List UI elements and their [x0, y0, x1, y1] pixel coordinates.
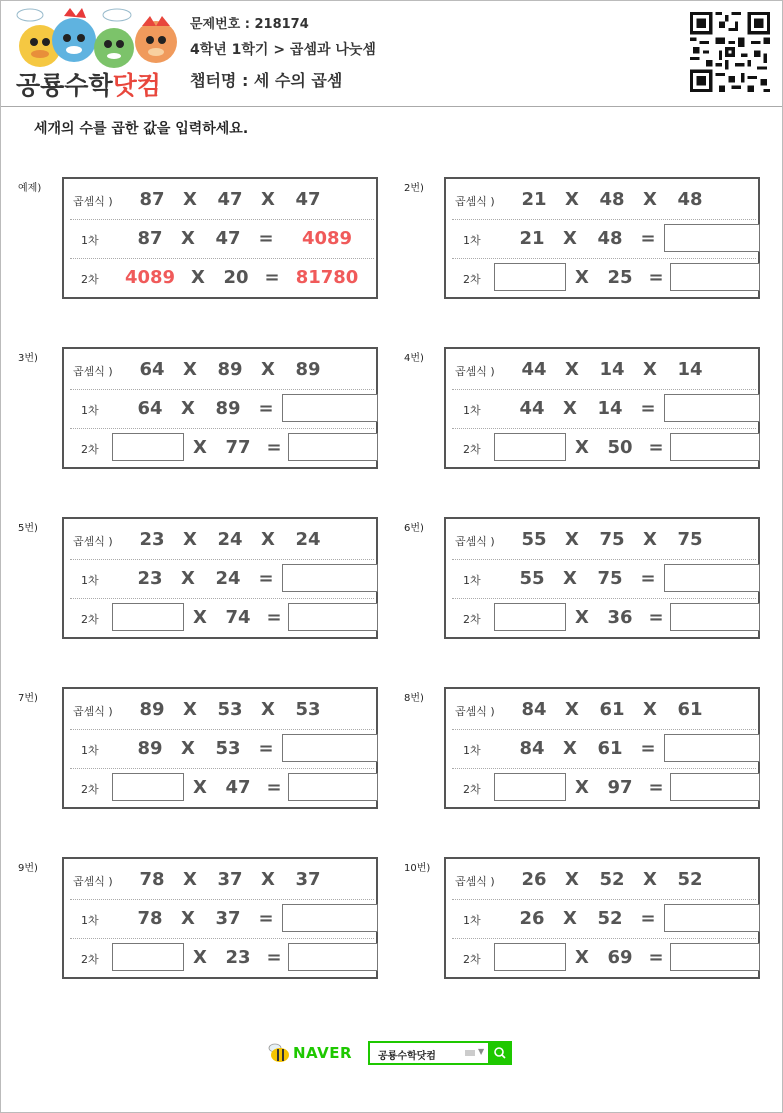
times-sign: X [183, 699, 197, 720]
times-sign: X [563, 568, 577, 589]
curriculum-path: 4학년 1학기 > 곱셈과 나눗셈 [190, 42, 376, 58]
step2-operand: 74 [225, 607, 251, 628]
operand-a: 84 [521, 699, 547, 720]
step1-label: 1차 [81, 914, 99, 927]
step2-label: 2차 [463, 273, 481, 286]
times-sign: X [193, 777, 207, 798]
step2-operand: 20 [223, 267, 249, 288]
times-sign: X [565, 699, 579, 720]
times-sign: X [575, 437, 589, 458]
step1-operand-b: 89 [215, 398, 241, 419]
times-sign: X [183, 869, 197, 890]
expression-row [70, 181, 374, 220]
step1-operand-a: 55 [519, 568, 545, 589]
expression-row [452, 691, 756, 730]
problem-card [444, 687, 760, 809]
expression-row [70, 861, 374, 900]
equals-sign: = [258, 398, 274, 419]
times-sign: X [183, 189, 197, 210]
equals-sign: = [266, 777, 282, 798]
step2-operand: 23 [225, 947, 251, 968]
step2-operand: 50 [607, 437, 633, 458]
step1-operand-a: 87 [137, 228, 163, 249]
problem-card [444, 857, 760, 979]
step2-label: 2차 [463, 953, 481, 966]
step2-left-input[interactable] [494, 433, 566, 461]
step1-row [452, 220, 756, 259]
step1-answer-input[interactable] [664, 394, 760, 422]
step2-left-input[interactable] [494, 773, 566, 801]
step1-row [452, 900, 756, 939]
expression-label: 곱셈식 ) [455, 365, 495, 378]
times-sign: X [261, 359, 275, 380]
times-sign: X [181, 568, 195, 589]
step2-label: 2차 [81, 783, 99, 796]
times-sign: X [191, 267, 205, 288]
step2-label: 2차 [81, 273, 99, 286]
times-sign: X [575, 947, 589, 968]
step1-operand-b: 24 [215, 568, 241, 589]
step1-operand-a: 89 [137, 738, 163, 759]
step2-left-input[interactable] [112, 433, 184, 461]
times-sign: X [181, 398, 195, 419]
times-sign: X [181, 228, 195, 249]
operand-a: 64 [139, 359, 165, 380]
equals-sign: = [640, 908, 656, 929]
keyboard-icon [465, 1050, 475, 1056]
step1-row [70, 900, 374, 939]
times-sign: X [183, 529, 197, 550]
operand-b: 24 [217, 529, 243, 550]
step1-operand-a: 78 [137, 908, 163, 929]
times-sign: X [643, 359, 657, 380]
problem-label: 예제) [18, 183, 42, 194]
times-sign: X [261, 699, 275, 720]
operand-a: 26 [521, 869, 547, 890]
operand-b: 53 [217, 699, 243, 720]
step1-label: 1차 [81, 744, 99, 757]
expression-row [452, 861, 756, 900]
step2-answer-input[interactable] [670, 433, 760, 461]
times-sign: X [563, 228, 577, 249]
step1-operand-a: 21 [519, 228, 545, 249]
qr-code-icon[interactable] [690, 12, 770, 92]
problem-label: 2번) [404, 183, 424, 194]
operand-b: 37 [217, 869, 243, 890]
times-sign: X [261, 529, 275, 550]
step1-label: 1차 [81, 574, 99, 587]
step1-row [452, 730, 756, 769]
times-sign: X [643, 529, 657, 550]
step2-left-input[interactable] [112, 943, 184, 971]
problem-card [62, 517, 378, 639]
step2-operand: 47 [225, 777, 251, 798]
times-sign: X [575, 267, 589, 288]
step2-row [70, 769, 374, 807]
times-sign: X [563, 738, 577, 759]
chapter-title: 챕터명 : 세 수의 곱셈 [190, 71, 343, 90]
expression-label: 곱셈식 ) [455, 875, 495, 888]
step2-row [70, 259, 374, 297]
search-icon [488, 1041, 512, 1065]
times-sign: X [261, 869, 275, 890]
step2-answer-input[interactable] [670, 603, 760, 631]
step1-answer-input[interactable] [664, 904, 760, 932]
problem-label: 7번) [18, 693, 38, 704]
step1-operand-a: 26 [519, 908, 545, 929]
equals-sign: = [266, 947, 282, 968]
times-sign: X [565, 359, 579, 380]
expression-label: 곱셈식 ) [455, 195, 495, 208]
expression-label: 곱셈식 ) [73, 705, 113, 718]
step1-label: 1차 [81, 404, 99, 417]
step1-operand-a: 64 [137, 398, 163, 419]
operand-c: 89 [295, 359, 321, 380]
step2-row [70, 429, 374, 467]
times-sign: X [193, 607, 207, 628]
step2-row [452, 429, 756, 467]
equals-sign: = [648, 267, 664, 288]
operand-b: 89 [217, 359, 243, 380]
times-sign: X [563, 398, 577, 419]
times-sign: X [575, 777, 589, 798]
times-sign: X [193, 947, 207, 968]
operand-c: 37 [295, 869, 321, 890]
operand-a: 23 [139, 529, 165, 550]
step2-operand: 69 [607, 947, 633, 968]
step2-row [452, 769, 756, 807]
operand-b: 52 [599, 869, 625, 890]
operand-a: 55 [521, 529, 547, 550]
step2-label: 2차 [81, 953, 99, 966]
step2-label: 2차 [81, 443, 99, 456]
equals-sign: = [258, 908, 274, 929]
step2-answer-input[interactable] [288, 943, 378, 971]
operand-a: 87 [139, 189, 165, 210]
times-sign: X [181, 738, 195, 759]
equals-sign: = [648, 437, 664, 458]
times-sign: X [565, 189, 579, 210]
expression-label: 곱셈식 ) [455, 535, 495, 548]
step1-answer: 4089 [301, 228, 353, 249]
step1-operand-b: 47 [215, 228, 241, 249]
step1-operand-b: 14 [597, 398, 623, 419]
header-divider [1, 106, 782, 107]
problem-card [62, 687, 378, 809]
equals-sign: = [640, 568, 656, 589]
times-sign: X [643, 189, 657, 210]
equals-sign: = [266, 437, 282, 458]
operand-b: 75 [599, 529, 625, 550]
example-card [62, 177, 378, 299]
step2-operand: 36 [607, 607, 633, 628]
expression-row [452, 181, 756, 220]
step1-operand-b: 75 [597, 568, 623, 589]
equals-sign: = [258, 568, 274, 589]
step1-row [70, 730, 374, 769]
times-sign: X [565, 869, 579, 890]
operand-c: 75 [677, 529, 703, 550]
step2-operand: 25 [607, 267, 633, 288]
step2-operand: 97 [607, 777, 633, 798]
step2-operand: 77 [225, 437, 251, 458]
operand-b: 47 [217, 189, 243, 210]
step1-label: 1차 [463, 404, 481, 417]
problem-label: 8번) [404, 693, 424, 704]
times-sign: X [643, 699, 657, 720]
operand-c: 24 [295, 529, 321, 550]
expression-label: 곱셈식 ) [73, 195, 113, 208]
problem-label: 3번) [18, 353, 38, 364]
expression-row [452, 521, 756, 560]
times-sign: X [181, 908, 195, 929]
problem-card [444, 177, 760, 299]
search-query-text: 공룡수학닷컴 [378, 1051, 436, 1062]
step2-label: 2차 [81, 613, 99, 626]
step1-operand-b: 52 [597, 908, 623, 929]
step2-answer-input[interactable] [288, 603, 378, 631]
operand-b: 14 [599, 359, 625, 380]
problem-id: 문제번호 : 218174 [190, 17, 309, 32]
step1-answer-input[interactable] [664, 734, 760, 762]
operand-a: 44 [521, 359, 547, 380]
step2-row [452, 939, 756, 977]
naver-search-input[interactable] [368, 1041, 490, 1065]
problem-card [444, 347, 760, 469]
step1-operand-a: 44 [519, 398, 545, 419]
step2-answer-input[interactable] [670, 263, 760, 291]
problem-label: 6번) [404, 523, 424, 534]
step2-answer: 81780 [295, 267, 359, 288]
step1-row [70, 390, 374, 429]
step2-left-input[interactable] [494, 263, 566, 291]
step1-answer-input[interactable] [282, 904, 378, 932]
expression-row [452, 351, 756, 390]
step1-answer-input[interactable] [664, 564, 760, 592]
problem-label: 10번) [404, 863, 431, 874]
step2-row [452, 259, 756, 297]
times-sign: X [193, 437, 207, 458]
step2-label: 2차 [463, 613, 481, 626]
step2-left-input[interactable] [494, 603, 566, 631]
step1-operand-a: 84 [519, 738, 545, 759]
equals-sign: = [648, 947, 664, 968]
equals-sign: = [640, 398, 656, 419]
naver-logo-text: NAVER [293, 1044, 353, 1062]
problem-label: 9번) [18, 863, 38, 874]
step1-row [452, 390, 756, 429]
operand-c: 47 [295, 189, 321, 210]
instruction-text: 세개의 수를 곱한 값을 입력하세요. [34, 121, 249, 137]
step1-label: 1차 [81, 234, 99, 247]
operand-b: 48 [599, 189, 625, 210]
header [0, 0, 783, 107]
step1-row [70, 560, 374, 599]
operand-c: 48 [677, 189, 703, 210]
times-sign: X [643, 869, 657, 890]
operand-b: 61 [599, 699, 625, 720]
expression-row [70, 351, 374, 390]
step1-operand-b: 37 [215, 908, 241, 929]
expression-label: 곱셈식 ) [73, 365, 113, 378]
expression-row [70, 521, 374, 560]
times-sign: X [575, 607, 589, 628]
step2-answer-input[interactable] [288, 773, 378, 801]
step1-operand-b: 53 [215, 738, 241, 759]
expression-label: 곱셈식 ) [73, 535, 113, 548]
step2-label: 2차 [463, 783, 481, 796]
step2-left-input[interactable] [112, 603, 184, 631]
step1-label: 1차 [463, 744, 481, 757]
step2-row [452, 599, 756, 637]
search-button[interactable] [488, 1041, 512, 1065]
operand-a: 78 [139, 869, 165, 890]
operand-c: 52 [677, 869, 703, 890]
equals-sign: = [266, 607, 282, 628]
step2-answer-input[interactable] [670, 943, 760, 971]
expression-row [70, 691, 374, 730]
logo-text: 공룡수학닷컴 [16, 71, 161, 100]
step1-operand-b: 48 [597, 228, 623, 249]
step1-row [452, 560, 756, 599]
step1-operand-b: 61 [597, 738, 623, 759]
step1-answer-input[interactable] [282, 734, 378, 762]
times-sign: X [565, 529, 579, 550]
step2-left-value: 4089 [124, 267, 176, 288]
step2-row [70, 939, 374, 977]
dropdown-arrow-icon: ▼ [478, 1047, 485, 1056]
problem-label: 4번) [404, 353, 424, 364]
step2-row [70, 599, 374, 637]
times-sign: X [183, 359, 197, 380]
operand-a: 21 [521, 189, 547, 210]
equals-sign: = [640, 738, 656, 759]
equals-sign: = [648, 607, 664, 628]
equals-sign: = [258, 228, 274, 249]
bee-icon [266, 1040, 292, 1066]
step1-row [70, 220, 374, 259]
step1-label: 1차 [463, 234, 481, 247]
operand-c: 53 [295, 699, 321, 720]
naver-search-banner[interactable] [266, 1040, 516, 1068]
step1-label: 1차 [463, 914, 481, 927]
step2-answer-input[interactable] [670, 773, 760, 801]
problem-card [444, 517, 760, 639]
operand-a: 89 [139, 699, 165, 720]
step1-answer-input[interactable] [282, 394, 378, 422]
times-sign: X [563, 908, 577, 929]
step2-left-input[interactable] [112, 773, 184, 801]
step1-label: 1차 [463, 574, 481, 587]
problem-card [62, 857, 378, 979]
step2-label: 2차 [463, 443, 481, 456]
problem-label: 5번) [18, 523, 38, 534]
equals-sign: = [640, 228, 656, 249]
operand-c: 61 [677, 699, 703, 720]
step2-answer-input[interactable] [288, 433, 378, 461]
equals-sign: = [264, 267, 280, 288]
equals-sign: = [258, 738, 274, 759]
operand-c: 14 [677, 359, 703, 380]
step1-operand-a: 23 [137, 568, 163, 589]
step1-answer-input[interactable] [664, 224, 760, 252]
equals-sign: = [648, 777, 664, 798]
expression-label: 곱셈식 ) [455, 705, 495, 718]
step2-left-input[interactable] [494, 943, 566, 971]
times-sign: X [261, 189, 275, 210]
step1-answer-input[interactable] [282, 564, 378, 592]
expression-label: 곱셈식 ) [73, 875, 113, 888]
problem-card [62, 347, 378, 469]
